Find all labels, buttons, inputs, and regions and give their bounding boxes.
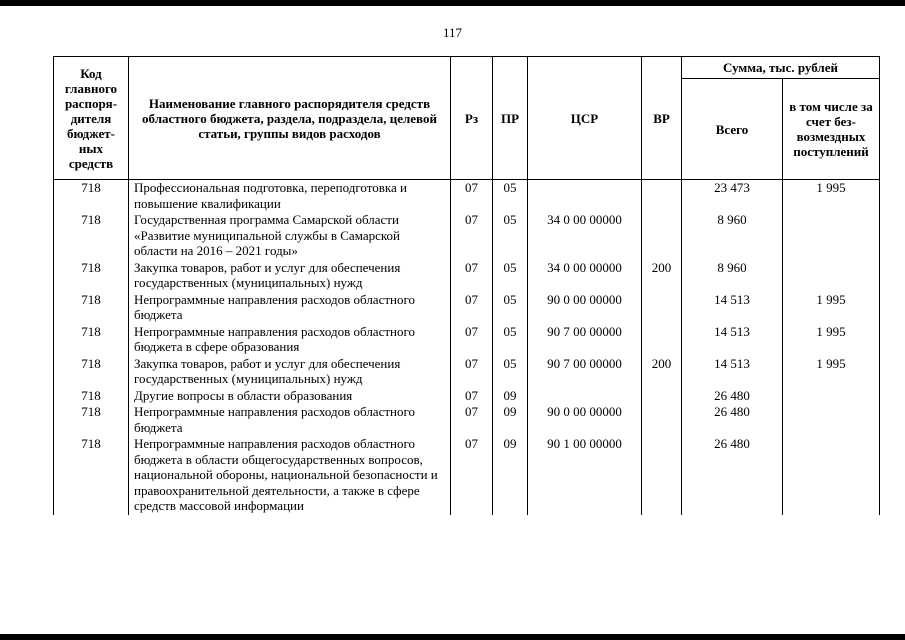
row-csr: 90 7 00 00000 [528,324,642,356]
row-grants [783,212,880,260]
bottom-border [0,634,905,640]
row-name: Государственная программа Самарской области «Развитие муниципальной службы в Самарской области на 2016 – 2021 годы» [129,212,451,260]
row-code: 718 [54,324,129,356]
page-number: 117 [442,25,463,40]
row-name: Непрограммные направления расходов областного бюджета [129,292,451,324]
row-csr: 34 0 00 00000 [528,260,642,292]
row-code: 718 [54,388,129,405]
row-total: 23 473 [682,180,783,213]
row-grants [783,436,880,515]
row-total: 8 960 [682,212,783,260]
row-grants: 1 995 [783,324,880,356]
row-grants [783,388,880,405]
row-grants [783,404,880,436]
table-row [54,180,880,213]
top-border [0,0,905,6]
row-total: 26 480 [682,404,783,436]
row-name: Закупка товаров, работ и услуг для обеспечения государственных (муниципальных) нужд [129,356,451,388]
row-vr [642,388,682,405]
row-vr: 200 [642,260,682,292]
table-row [54,388,880,405]
row-code: 718 [54,436,129,515]
row-grants: 1 995 [783,292,880,324]
row-pr: 09 [493,436,528,515]
row-csr: 90 0 00 00000 [528,292,642,324]
row-rz: 07 [451,212,493,260]
row-code: 718 [54,292,129,324]
row-pr: 05 [493,292,528,324]
row-rz: 07 [451,260,493,292]
table-row [54,212,880,260]
row-rz: 07 [451,292,493,324]
row-name: Непрограммные направления расходов областного бюджета в сфере образования [129,324,451,356]
row-code: 718 [54,260,129,292]
header-rz: Рз [451,57,493,180]
row-total: 14 513 [682,324,783,356]
row-pr: 09 [493,404,528,436]
row-csr: 90 1 00 00000 [528,436,642,515]
row-csr: 90 7 00 00000 [528,356,642,388]
table-row [54,404,880,436]
header-total: Всего [682,79,783,180]
row-name: Непрограммные направления расходов областного бюджета в области общегосударственных вопросов, национальной обороны, национальной безопасности и правоохранительной деятельности, а также в сфере средств массовой информации [129,436,451,515]
row-pr: 05 [493,356,528,388]
row-csr [528,180,642,213]
row-total: 26 480 [682,388,783,405]
header-vr: ВР [642,57,682,180]
row-pr: 05 [493,324,528,356]
row-name: Другие вопросы в области образования [129,388,451,405]
row-rz: 07 [451,180,493,213]
row-vr: 200 [642,356,682,388]
row-total: 26 480 [682,436,783,515]
row-csr: 34 0 00 00000 [528,212,642,260]
header-sum: Сумма, тыс. рублей [682,57,880,79]
row-name: Непрограммные направления расходов областного бюджета [129,404,451,436]
table-row [54,436,880,515]
row-code: 718 [54,212,129,260]
row-vr [642,404,682,436]
row-pr: 05 [493,260,528,292]
row-pr: 09 [493,388,528,405]
row-csr: 90 0 00 00000 [528,404,642,436]
row-grants: 1 995 [783,356,880,388]
row-total: 8 960 [682,260,783,292]
header-grants: в том числе за счет без-возмездных поступлений [783,79,880,180]
header-code: Код главного распоря-дителя бюджет-ных средств [54,57,129,180]
table-row [54,292,880,324]
row-vr [642,292,682,324]
row-code: 718 [54,180,129,213]
row-vr [642,212,682,260]
row-pr: 05 [493,212,528,260]
row-code: 718 [54,404,129,436]
row-rz: 07 [451,356,493,388]
row-grants [783,260,880,292]
row-pr: 05 [493,180,528,213]
row-rz: 07 [451,324,493,356]
table-row [54,324,880,356]
row-total: 14 513 [682,292,783,324]
header-csr: ЦСР [528,57,642,180]
row-rz: 07 [451,436,493,515]
budget-table [53,56,880,515]
row-grants: 1 995 [783,180,880,213]
row-total: 14 513 [682,356,783,388]
header-name: Наименование главного распорядителя средств областного бюджета, раздела, подраздела, целевой статьи, группы видов расходов [129,57,451,180]
row-vr [642,324,682,356]
row-vr [642,436,682,515]
row-vr [642,180,682,213]
row-code: 718 [54,356,129,388]
table-row [54,260,880,292]
row-csr [528,388,642,405]
table-row [54,356,880,388]
row-name: Закупка товаров, работ и услуг для обеспечения государственных (муниципальных) нужд [129,260,451,292]
header-pr: ПР [493,57,528,180]
table-body [54,180,880,515]
row-rz: 07 [451,388,493,405]
row-name: Профессиональная подготовка, переподготовка и повышение квалификации [129,180,451,213]
row-rz: 07 [451,404,493,436]
